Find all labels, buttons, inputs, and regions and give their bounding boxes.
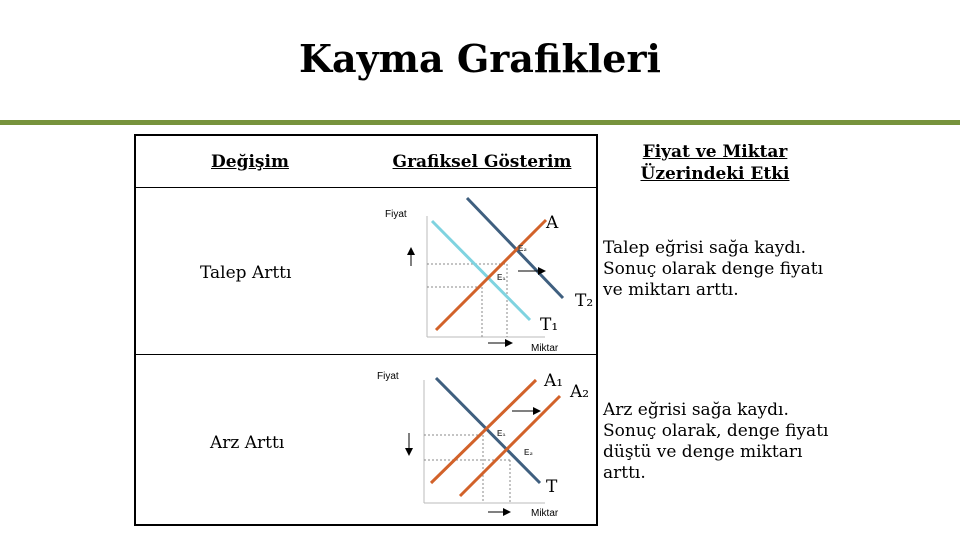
row-label-demand-increase: Talep Arttı — [200, 263, 292, 283]
label-demand-t1: T₁ — [540, 315, 559, 335]
effect-demand-increase: Talep eğrisi sağa kaydı. Sonuç olarak denge fiyatı ve miktarı arttı. — [603, 238, 824, 300]
header-change: Değişim — [211, 152, 289, 172]
label-e1: E₁ — [497, 273, 506, 282]
row-label-supply-increase: Arz Arttı — [210, 433, 285, 453]
label-supply-a1: A₁ — [544, 371, 564, 391]
page-title: Kayma Grafikleri — [299, 36, 661, 81]
label-supply-a2: A₂ — [570, 382, 590, 402]
label-e1: E₁ — [497, 429, 506, 438]
axis-label-price: Fiyat — [377, 371, 399, 382]
label-demand-t2: T₂ — [575, 291, 594, 311]
supply-curve-a — [436, 220, 546, 330]
header-graph: Grafiksel Gösterim — [392, 152, 572, 172]
label-demand-t: T — [546, 477, 558, 497]
label-supply-a: A — [546, 213, 559, 233]
demand-curve-t1 — [432, 221, 530, 320]
axis-label-quantity: Miktar — [531, 343, 559, 354]
axis-label-price: Fiyat — [385, 209, 407, 220]
label-e2: E₂ — [524, 448, 533, 457]
header-effect: Fiyat ve Miktar Üzerindeki Etki — [640, 142, 790, 184]
supply-increase-graph — [377, 371, 589, 519]
label-e2: E₂ — [518, 244, 527, 253]
effect-supply-increase: Arz eğrisi sağa kaydı. Sonuç olarak, denge fiyatı düştü ve denge miktarı arttı. — [603, 400, 829, 483]
axis-label-quantity: Miktar — [531, 508, 559, 519]
demand-increase-graph — [385, 198, 593, 354]
